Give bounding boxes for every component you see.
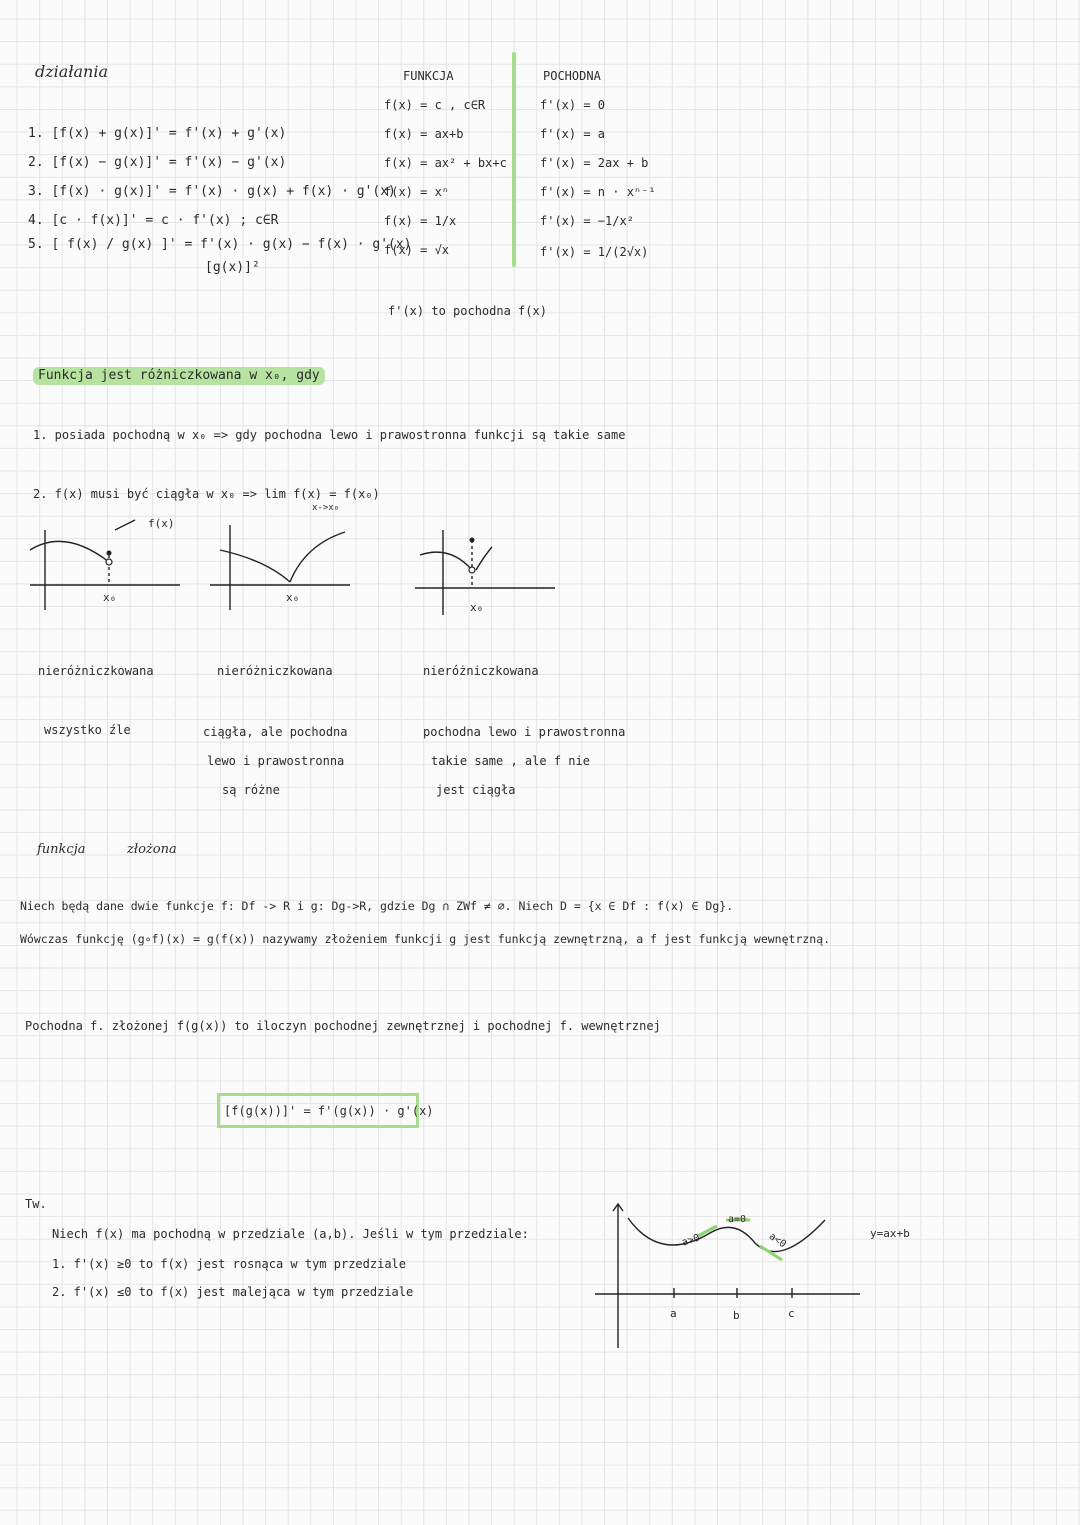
table-derivative-2: f'(x) = a: [540, 127, 606, 141]
table-function-4: f(x) = xⁿ: [384, 185, 450, 199]
table-derivative-3: f'(x) = 2ax + b: [540, 156, 649, 170]
caption-3-line-1: pochodna lewo i prawostronna: [423, 725, 626, 739]
table-derivative-1: f'(x) = 0: [540, 98, 606, 112]
graph-cusp: [205, 520, 365, 620]
differentiability-title: Funkcja jest różniczkowana w x₀, gdy: [33, 367, 325, 385]
graph-2-x0: x₀: [286, 591, 300, 604]
curve-axis-c: c: [788, 1307, 795, 1320]
caption-2-title: nieróżniczkowana: [217, 664, 333, 678]
table-function-1: f(x) = c , c∈R: [384, 98, 486, 112]
caption-1-line-1: wszystko źle: [44, 723, 131, 737]
curve-axis-a: a: [670, 1307, 677, 1320]
table-derivative-5: f'(x) = −1/x²: [540, 214, 634, 228]
theorem-point-2: 2. f'(x) ≤0 to f(x) jest malejąca w tym przedziale: [52, 1285, 414, 1299]
condition-2: 2. f(x) musi być ciągła w x₀ => lim f(x) = f(x₀): [33, 487, 380, 501]
rule-4: 4. [c · f(x)]' = c · f'(x) ; c∈R: [28, 213, 279, 228]
graph-removable-discontinuity: [410, 525, 570, 625]
table-derivative-6: f'(x) = 1/(2√x): [540, 245, 649, 259]
chain-rule-text: Pochodna f. złożonej f(g(x)) to iloczyn pochodnej zewnętrznej i pochodnej f. wewnętrznej: [25, 1019, 661, 1033]
graph-1-fx-label: f(x): [148, 517, 175, 530]
graph-3-x0: x₀: [470, 601, 484, 614]
composed-title-b: złożona: [127, 842, 177, 857]
curve-axis-b: b: [733, 1309, 740, 1322]
condition-1: 1. posiada pochodną w x₀ => gdy pochodna lewo i prawostronna funkcji są takie same: [33, 428, 626, 442]
rule-2: 2. [f(x) − g(x)]' = f'(x) − g'(x): [28, 155, 287, 170]
condition-2-limit-sub: x->x₀: [312, 503, 340, 513]
rule-3: 3. [f(x) · g(x)]' = f'(x) · g(x) + f(x) · g'(x): [28, 184, 396, 199]
caption-2-line-3: są różne: [222, 783, 280, 797]
table-header-funkcja: FUNKCJA: [403, 69, 454, 83]
curve-line-equation: y=ax+b: [870, 1227, 910, 1240]
caption-2-line-2: lewo i prawostronna: [207, 754, 345, 768]
caption-3-title: nieróżniczkowana: [423, 664, 539, 678]
composed-definition-2: Wówczas funkcję (g∘f)(x) = g(f(x)) nazywamy złożeniem funkcji g jest funkcją zewnętrzną, a f jest funkcją wewnętrzną.: [20, 932, 831, 946]
caption-1-title: nieróżniczkowana: [38, 664, 154, 678]
table-function-2: f(x) = ax+b: [384, 127, 464, 141]
curve-label-a-zero: a=0: [728, 1214, 747, 1225]
table-header-pochodna: POCHODNA: [543, 69, 601, 83]
table-function-5: f(x) = 1/x: [384, 214, 457, 228]
caption-2-line-1: ciągła, ale pochodna: [203, 725, 348, 739]
theorem-point-1: 1. f'(x) ≥0 to f(x) jest rosnąca w tym przedziale: [52, 1257, 407, 1271]
caption-3-line-3: jest ciągła: [436, 783, 516, 797]
curve-label-a-neg: a<0: [766, 1230, 788, 1251]
chain-rule-formula: [f(g(x))]' = f'(g(x)) · g'(x): [224, 1104, 434, 1118]
rule-1: 1. [f(x) + g(x)]' = f'(x) + g'(x): [28, 126, 287, 141]
theorem-intro: Niech f(x) ma pochodną w przedziale (a,b). Jeśli w tym przedziale:: [52, 1227, 529, 1241]
rule-5-denominator: [g(x)]²: [205, 260, 260, 275]
table-function-6: f(x) = √x: [384, 243, 450, 257]
curve-label-a-pos: a>0: [680, 1232, 702, 1249]
graph-1-x0: x₀: [103, 591, 117, 604]
heading-dzialania: działania: [35, 62, 109, 81]
theorem-label: Tw.: [25, 1197, 47, 1211]
table-divider: [512, 52, 516, 267]
caption-3-line-2: takie same , ale f nie: [431, 754, 590, 768]
composed-definition-1: Niech będą dane dwie funkcje f: Df -> R i g: Dg->R, gdzie Dg ∩ ZWf ≠ ∅. Niech D = {x ∈ Df : f(x) ∈ Dg}.: [20, 899, 734, 913]
table-function-3: f(x) = ax² + bx+c: [384, 156, 507, 170]
table-derivative-4: f'(x) = n · xⁿ⁻¹: [540, 185, 656, 199]
table-note: f'(x) to pochodna f(x): [388, 304, 547, 318]
rule-5: 5. [ f(x) / g(x) ]' = f'(x) · g(x) − f(x) · g'(x): [28, 237, 412, 252]
composed-title-a: funkcja: [37, 842, 86, 857]
